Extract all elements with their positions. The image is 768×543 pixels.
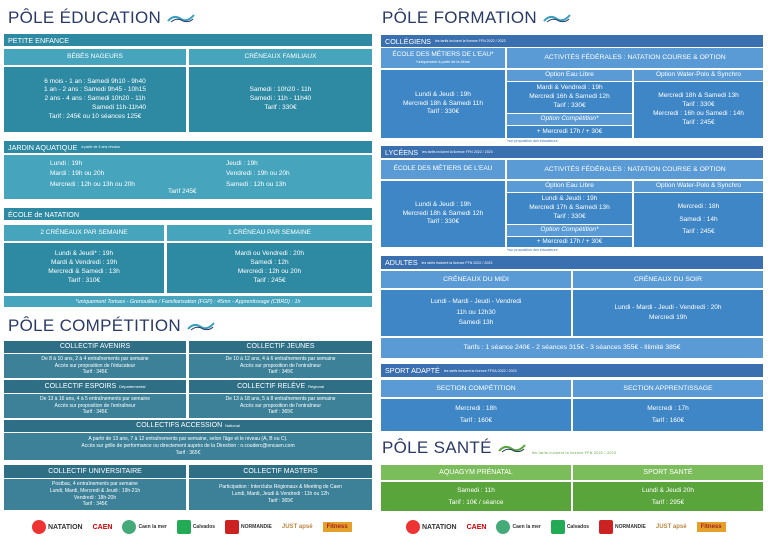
sante-title: PÔLE SANTÉ les tarifs incluent la licence FFN 2022 / 2023 xyxy=(382,438,617,457)
logo-caenlamer: Caen la mer xyxy=(122,520,166,534)
logo-normandie: NORMANDIE xyxy=(599,520,646,534)
aquagym-header: AQUAGYM PRÉNATAL xyxy=(381,465,571,480)
colleg-waterpolo-header: Option Water-Polo & Synchro xyxy=(634,70,763,81)
logo-normandie: NORMANDIE xyxy=(225,520,272,534)
lycee-plus: + Mercredi 17h / + 30€ xyxy=(507,237,632,247)
collectifs-accession-body: A partir de 13 ans, 7 à 12 entraînements par semaine, selon l'âge et le niveau (A, B ou C). Accès sur grille de performance ou directement auprès de la Direction : n.couderc@encaen.com Tarif : 365€ xyxy=(4,433,372,460)
collectif-masters-header: COLLECTIF MASTERS xyxy=(189,465,372,478)
logo-calvados: Calvados xyxy=(177,520,215,534)
creneaux-familiaux-body: Samedi : 10h20 - 11h Samedi : 11h - 11h40 Tarif : 330€ xyxy=(189,67,372,132)
lycee-ecole-header: ÉCOLE DES MÉTIERS DE L'EAU xyxy=(381,160,505,179)
petite-enfance-header: PETITE ENFANCE xyxy=(4,34,372,46)
formation-title: PÔLE FORMATION xyxy=(382,8,571,28)
adultes-soir-body: Lundi - Mardi - Jeudi - Vendredi : 20h Mercredi 19h xyxy=(573,290,763,336)
colleg-ecole-header: ÉCOLE DES MÉTIERS DE L'EAU* *uniquement à partir de la 4ème xyxy=(381,48,505,68)
logo-fitness: Fitness xyxy=(697,522,726,532)
colleg-ecole-body: Lundi & Jeudi : 19h Mercredi 18h & Samedi 11h Tarif : 330€ xyxy=(381,70,505,138)
logo-caen: CAEN xyxy=(466,523,487,531)
colleg-eaulibre-body: Mardi & Vendredi : 19h Mercredi 16h & Samedi 12h Tarif : 330€ xyxy=(507,82,632,113)
competition-title: PÔLE COMPÉTITION xyxy=(8,316,215,336)
un-creneau-header: 1 CRÉNEAU PAR SEMAINE xyxy=(167,225,372,241)
collectifs-accession-header: COLLECTIFS ACCESSION National xyxy=(4,420,372,432)
logo-caenlamer: Caen la mer xyxy=(496,520,540,534)
section-competition-header: SECTION COMPÉTITION xyxy=(381,380,571,397)
colleg-note: *sur proposition des éducateurs xyxy=(507,139,558,143)
bebes-nageurs-header: BÉBÉS NAGEURS xyxy=(4,49,186,65)
logo-natation: NATATION xyxy=(406,520,457,534)
colleg-waterpolo-body: Mercredi 18h & Samedi 13h Tarif : 330€ Mercredi : 16h ou Samedi : 14h Tarif : 245€ xyxy=(634,82,763,138)
section-competition-body: Mercredi : 18h Tarif : 160€ xyxy=(381,399,571,431)
lycee-activites-header: ACTIVITÉS FÉDÉRALES : NATATION COURSE & OPTION xyxy=(507,160,763,179)
colleg-plus: + Mercredi 17h / + 30€ xyxy=(507,126,632,138)
colleg-eaulibre-header: Option Eau Libre xyxy=(507,70,632,81)
deux-creneaux-body: Lundi & Jeudi* : 19h Mardi & Vendredi : 19h Mercredi & Samedi : 13h Tarif : 310€ xyxy=(4,243,164,293)
wave-icon xyxy=(167,13,195,23)
ecole-natation-header: ÉCOLE de NATATION xyxy=(4,208,372,220)
deux-creneaux-header: 2 CRÉNEAUX PAR SEMAINE xyxy=(4,225,164,241)
adultes-midi-body: Lundi - Mardi - Jeudi - Vendredi 11h ou 12h30 Samedi 13h xyxy=(381,290,571,336)
jardin-right: Jeudi : 19h Vendredi : 19h ou 20h Samedi : 12h ou 13h xyxy=(226,160,290,188)
jardin-tarif: Tarif 245€ xyxy=(168,188,197,195)
lycee-waterpolo-header: Option Water-Polo & Synchro xyxy=(634,181,763,192)
colleg-option-competition: Option Compétition* xyxy=(507,114,632,125)
logo-caen: CAEN xyxy=(92,523,113,531)
logo-calvados: Calvados xyxy=(551,520,589,534)
wave-icon xyxy=(187,321,215,331)
lycee-note: *sur proposition des éducateurs xyxy=(507,248,558,252)
sport-sante-header: SPORT SANTÉ xyxy=(573,465,763,480)
adultes-header: ADULTES les tarifs incluent la licence FFN 2022 / 2023 xyxy=(381,256,763,269)
collectif-jeunes-header: COLLECTIF JEUNES xyxy=(189,341,372,353)
jardin-left: Lundi : 19h Mardi : 19h ou 20h Mercredi : 12h ou 13h ou 20h xyxy=(50,160,135,188)
collectif-avenirs-header: COLLECTIF AVENIRS xyxy=(4,341,186,353)
logo-justapse: JUST apsé xyxy=(281,524,313,530)
collectif-jeunes-body: De 10 à 12 ans, 4 à 6 entraînements par semaine Accès sur proposition de l'entraîneur Tarif : 345€ xyxy=(189,354,372,378)
collectif-espoirs-body: De 13 à 16 ans, 4 à 5 entraînements par semaine Accès sur proposition de l'entraîneur Tarif : 345€ xyxy=(4,394,186,418)
collectif-universitaire-header: COLLECTIF UNIVERSITAIRE xyxy=(4,465,186,478)
wave-icon xyxy=(498,443,526,453)
logos-left xyxy=(32,515,352,539)
un-creneau-body: Mardi ou Vendredi : 20h Samedi : 12h Mercredi : 12h ou 20h Tarif : 245€ xyxy=(167,243,372,293)
jardin-aquatique-header: JARDIN AQUATIQUE à partir de 4 ans révolus xyxy=(4,141,372,153)
bebes-nageurs-body: 6 mois - 1 an : Samedi 9h10 - 9h40 1 an - 2 ans : Samedi 9h45 - 10h15 2 ans - 4 ans : Samedi 10h20 - 11h Samedi 11h-11h40 Tarif : 245€ ou 10 séances 125€ xyxy=(4,67,186,132)
sport-sante-body: Lundi & Jeudi 20h Tarif : 295€ xyxy=(573,482,763,511)
collectif-masters-body: Participation : Interclubs Régionaux & Meeting de Caen Lundi, Mardi, Jeudi & Vendredi : 11h ou 12h Tarif : 365€ xyxy=(189,479,372,510)
lycee-waterpolo-body: Mercredi : 18h Samedi : 14h Tarif : 245€ xyxy=(634,193,763,247)
lyceens-header: LYCÉENS les tarifs incluent la licence FFN 2022 / 2023 xyxy=(381,146,763,158)
sport-adapte-header: SPORT ADAPTÉ les tarifs incluent la licence FFSA 2022 / 2023 xyxy=(381,364,763,377)
collectif-universitaire-body: Postbac, 4 entraînements par semaine Lundi, Mardi, Mercredi & Jeudi : 19h-21h Vendredi : 18h-20h Tarif : 345€ xyxy=(4,479,186,510)
collectif-espoirs-header: COLLECTIF ESPOIRS Départemental xyxy=(4,380,186,393)
logos-right xyxy=(406,515,726,539)
adultes-tarifs: Tarifs : 1 séance 240€ - 2 séances 315€ - 3 séances 355€ - Illimité 385€ xyxy=(381,338,763,358)
lycee-ecole-body: Lundi & Jeudi : 19h Mercredi 18h & Samedi 12h Tarif : 330€ xyxy=(381,181,505,247)
aquagym-body: Samedi : 11h Tarif : 10€ / séance xyxy=(381,482,571,511)
collectif-avenirs-body: De 8 à 10 ans, 2 à 4 entraînements par semaine Accès sur proposition de l'éducateur Tarif : 345€ xyxy=(4,354,186,378)
lycee-eaulibre-body: Lundi & Jeudi : 19h Mercredi 17h & Samedi 13h Tarif : 330€ xyxy=(507,193,632,224)
education-title: PÔLE ÉDUCATION xyxy=(8,8,195,28)
adultes-midi-header: CRÉNEAUX DU MIDI xyxy=(381,271,571,288)
logo-justapse: JUST apsé xyxy=(655,524,687,530)
natation-note: *uniquement Tortues - Grenouilles / Familiarisation (FGP) : 45mn - Apprentissage (CBRD) : 1h xyxy=(4,296,372,307)
logo-fitness: Fitness xyxy=(323,522,352,532)
collectif-releve-header: COLLECTIF RELÈVE Régional xyxy=(189,380,372,393)
lycee-eaulibre-header: Option Eau Libre xyxy=(507,181,632,192)
lycee-option-competition: Option Compétition* xyxy=(507,225,632,236)
adultes-soir-header: CRÉNEAUX DU SOIR xyxy=(573,271,763,288)
collegiens-header: COLLÉGIENS les tarifs incluent la licence FFN 2022 / 2023 xyxy=(381,35,763,47)
colleg-activites-header: ACTIVITÉS FÉDÉRALES : NATATION COURSE & OPTION xyxy=(507,48,763,68)
creneaux-familiaux-header: CRÉNEAUX FAMILIAUX xyxy=(189,49,372,65)
wave-icon xyxy=(543,13,571,23)
section-apprentissage-header: SECTION APPRENTISSAGE xyxy=(573,380,763,397)
collectif-releve-body: De 13 à 18 ans, 5 à 8 entraînements par semaine Accès sur proposition de l'entraîneur Tarif : 365€ xyxy=(189,394,372,418)
section-apprentissage-body: Mercredi : 17h Tarif : 160€ xyxy=(573,399,763,431)
logo-natation: NATATION xyxy=(32,520,83,534)
